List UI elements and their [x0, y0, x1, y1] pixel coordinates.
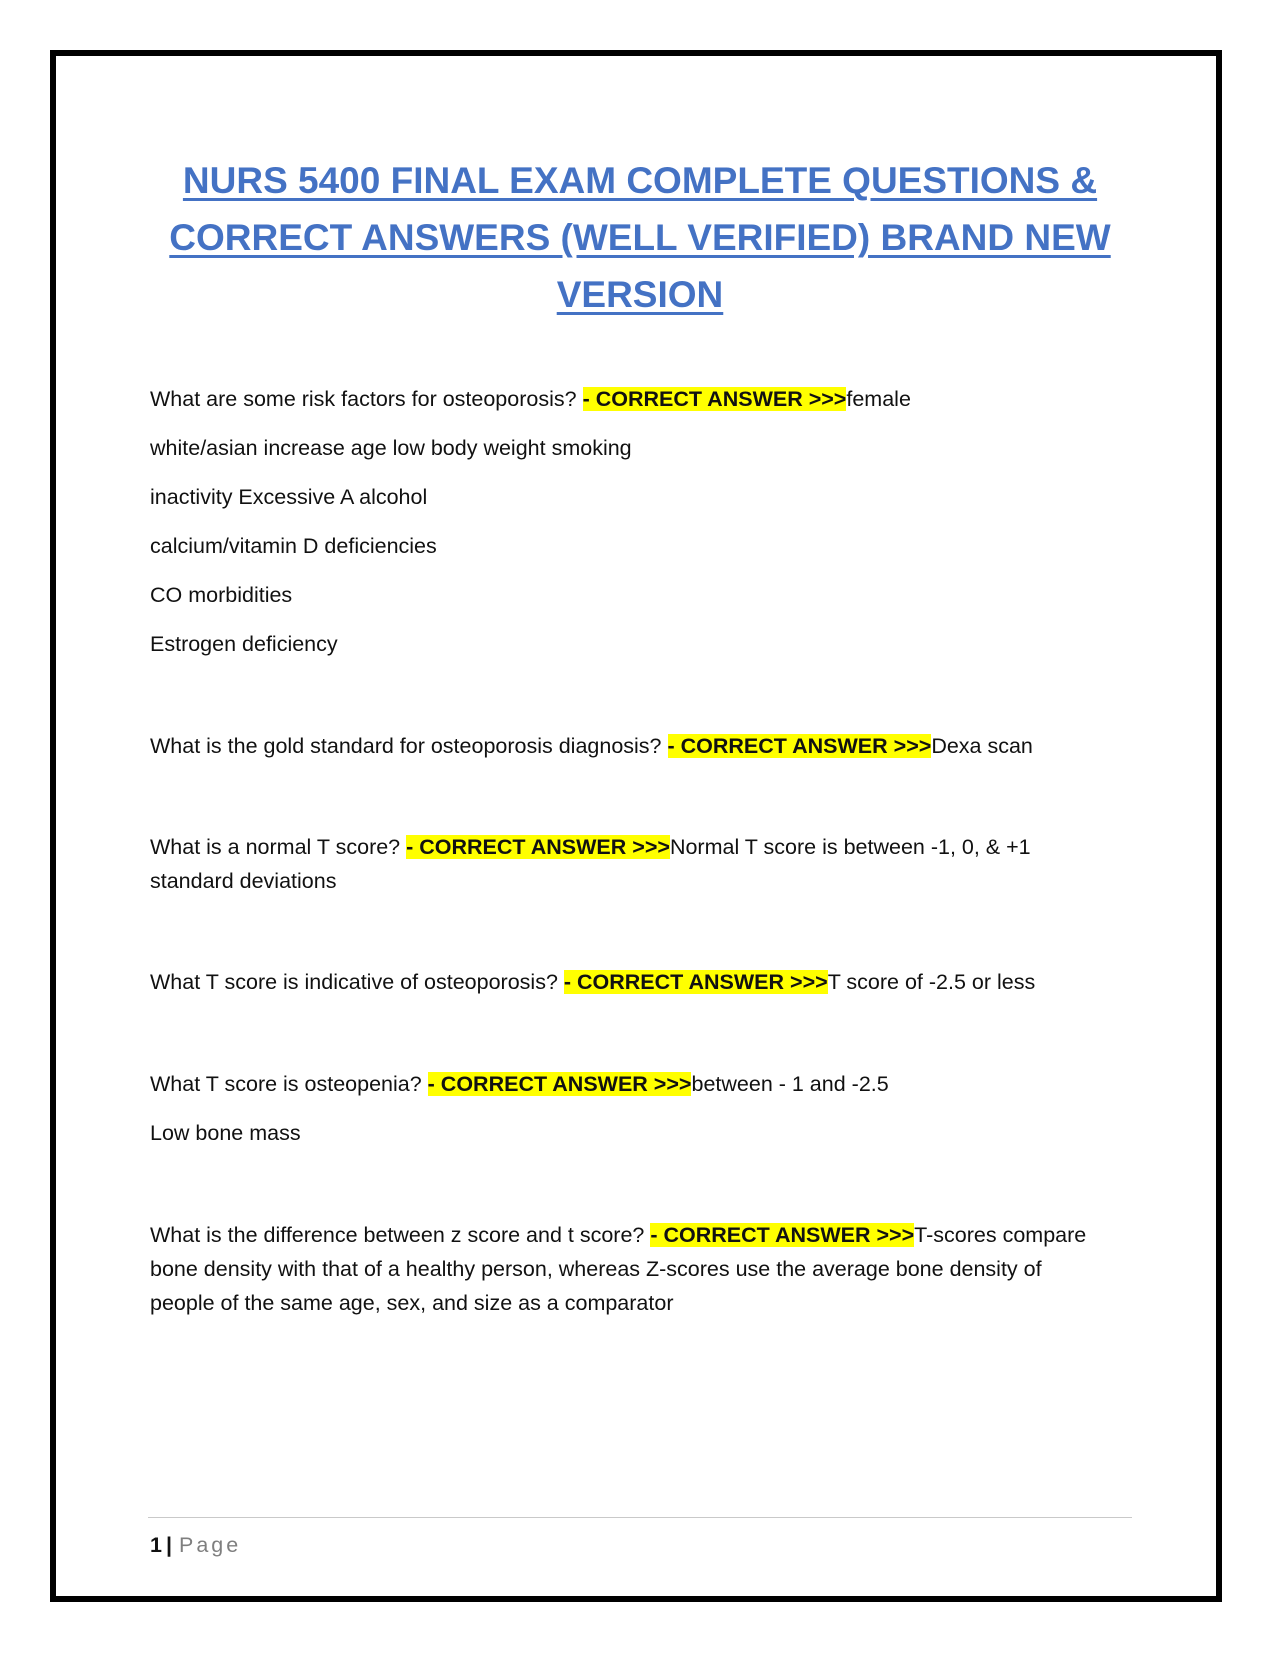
answer-marker: - CORRECT ANSWER >>>: [563, 970, 828, 994]
question-text: What T score is indicative of osteoporosis?: [150, 970, 564, 994]
document-title: NURS 5400 FINAL EXAM COMPLETE QUESTIONS & CORRECT ANSWERS (WELL VERIFIED) BRAND NEW VERSION: [169, 160, 1111, 315]
page-label: Page: [178, 1533, 242, 1557]
qa-item: [150, 965, 1130, 999]
qa-line: [150, 1218, 1110, 1320]
answer-text: Dexa scan: [931, 734, 1033, 758]
question-text: What is the gold standard for osteoporosis diagnosis?: [150, 734, 668, 758]
answer-extra-line: CO morbidities: [150, 583, 293, 607]
qa-line: [150, 382, 1130, 416]
answer-text: Normal T score is between -1, 0, & +1 standard deviations: [150, 835, 1031, 893]
question-text: What T score is osteopenia?: [150, 1072, 428, 1096]
qa-item: [150, 729, 1130, 763]
question-text: What are some risk factors for osteoporosis?: [150, 387, 583, 411]
qa-item: [150, 382, 1130, 416]
page-number: 1: [150, 1533, 162, 1557]
answer-marker: - CORRECT ANSWER >>>: [582, 387, 847, 411]
answer-text: between - 1 and -2.5: [691, 1072, 889, 1096]
qa-line: [150, 1067, 1130, 1101]
qa-item: [150, 1067, 1130, 1101]
answer-marker: - CORRECT ANSWER >>>: [406, 835, 670, 859]
footer-divider: [148, 1517, 1132, 1518]
answer-text: T score of -2.5 or less: [827, 970, 1036, 994]
footer-separator: |: [165, 1533, 175, 1557]
question-text: What is a normal T score?: [150, 835, 407, 859]
qa-line: [150, 830, 1050, 898]
page-footer: [150, 1533, 241, 1558]
answer-marker: - CORRECT ANSWER >>>: [427, 1072, 692, 1096]
qa-line: [150, 729, 1130, 763]
answer-marker: - CORRECT ANSWER >>>: [667, 734, 932, 758]
answer-extra-line: Low bone mass: [150, 1121, 301, 1145]
qa-item: [150, 830, 1050, 898]
qa-item: [150, 1218, 1110, 1320]
answer-text: T-scores compare bone density with that of a healthy person, whereas Z-scores use the average bone density of people of the same age, sex, and size as a comparator: [150, 1223, 1087, 1315]
answer-extra-line: white/asian increase age low body weight smoking: [150, 436, 632, 460]
question-text: What is the difference between z score and t score?: [150, 1223, 651, 1247]
answer-marker: - CORRECT ANSWER >>>: [650, 1223, 915, 1247]
answer-extra-line: calcium/vitamin D deficiencies: [150, 534, 437, 558]
answer-extra-line: Estrogen deficiency: [150, 632, 338, 656]
answer-text: female: [846, 387, 911, 411]
qa-line: [150, 965, 1130, 999]
answer-extra-line: inactivity Excessive A alcohol: [150, 485, 428, 509]
